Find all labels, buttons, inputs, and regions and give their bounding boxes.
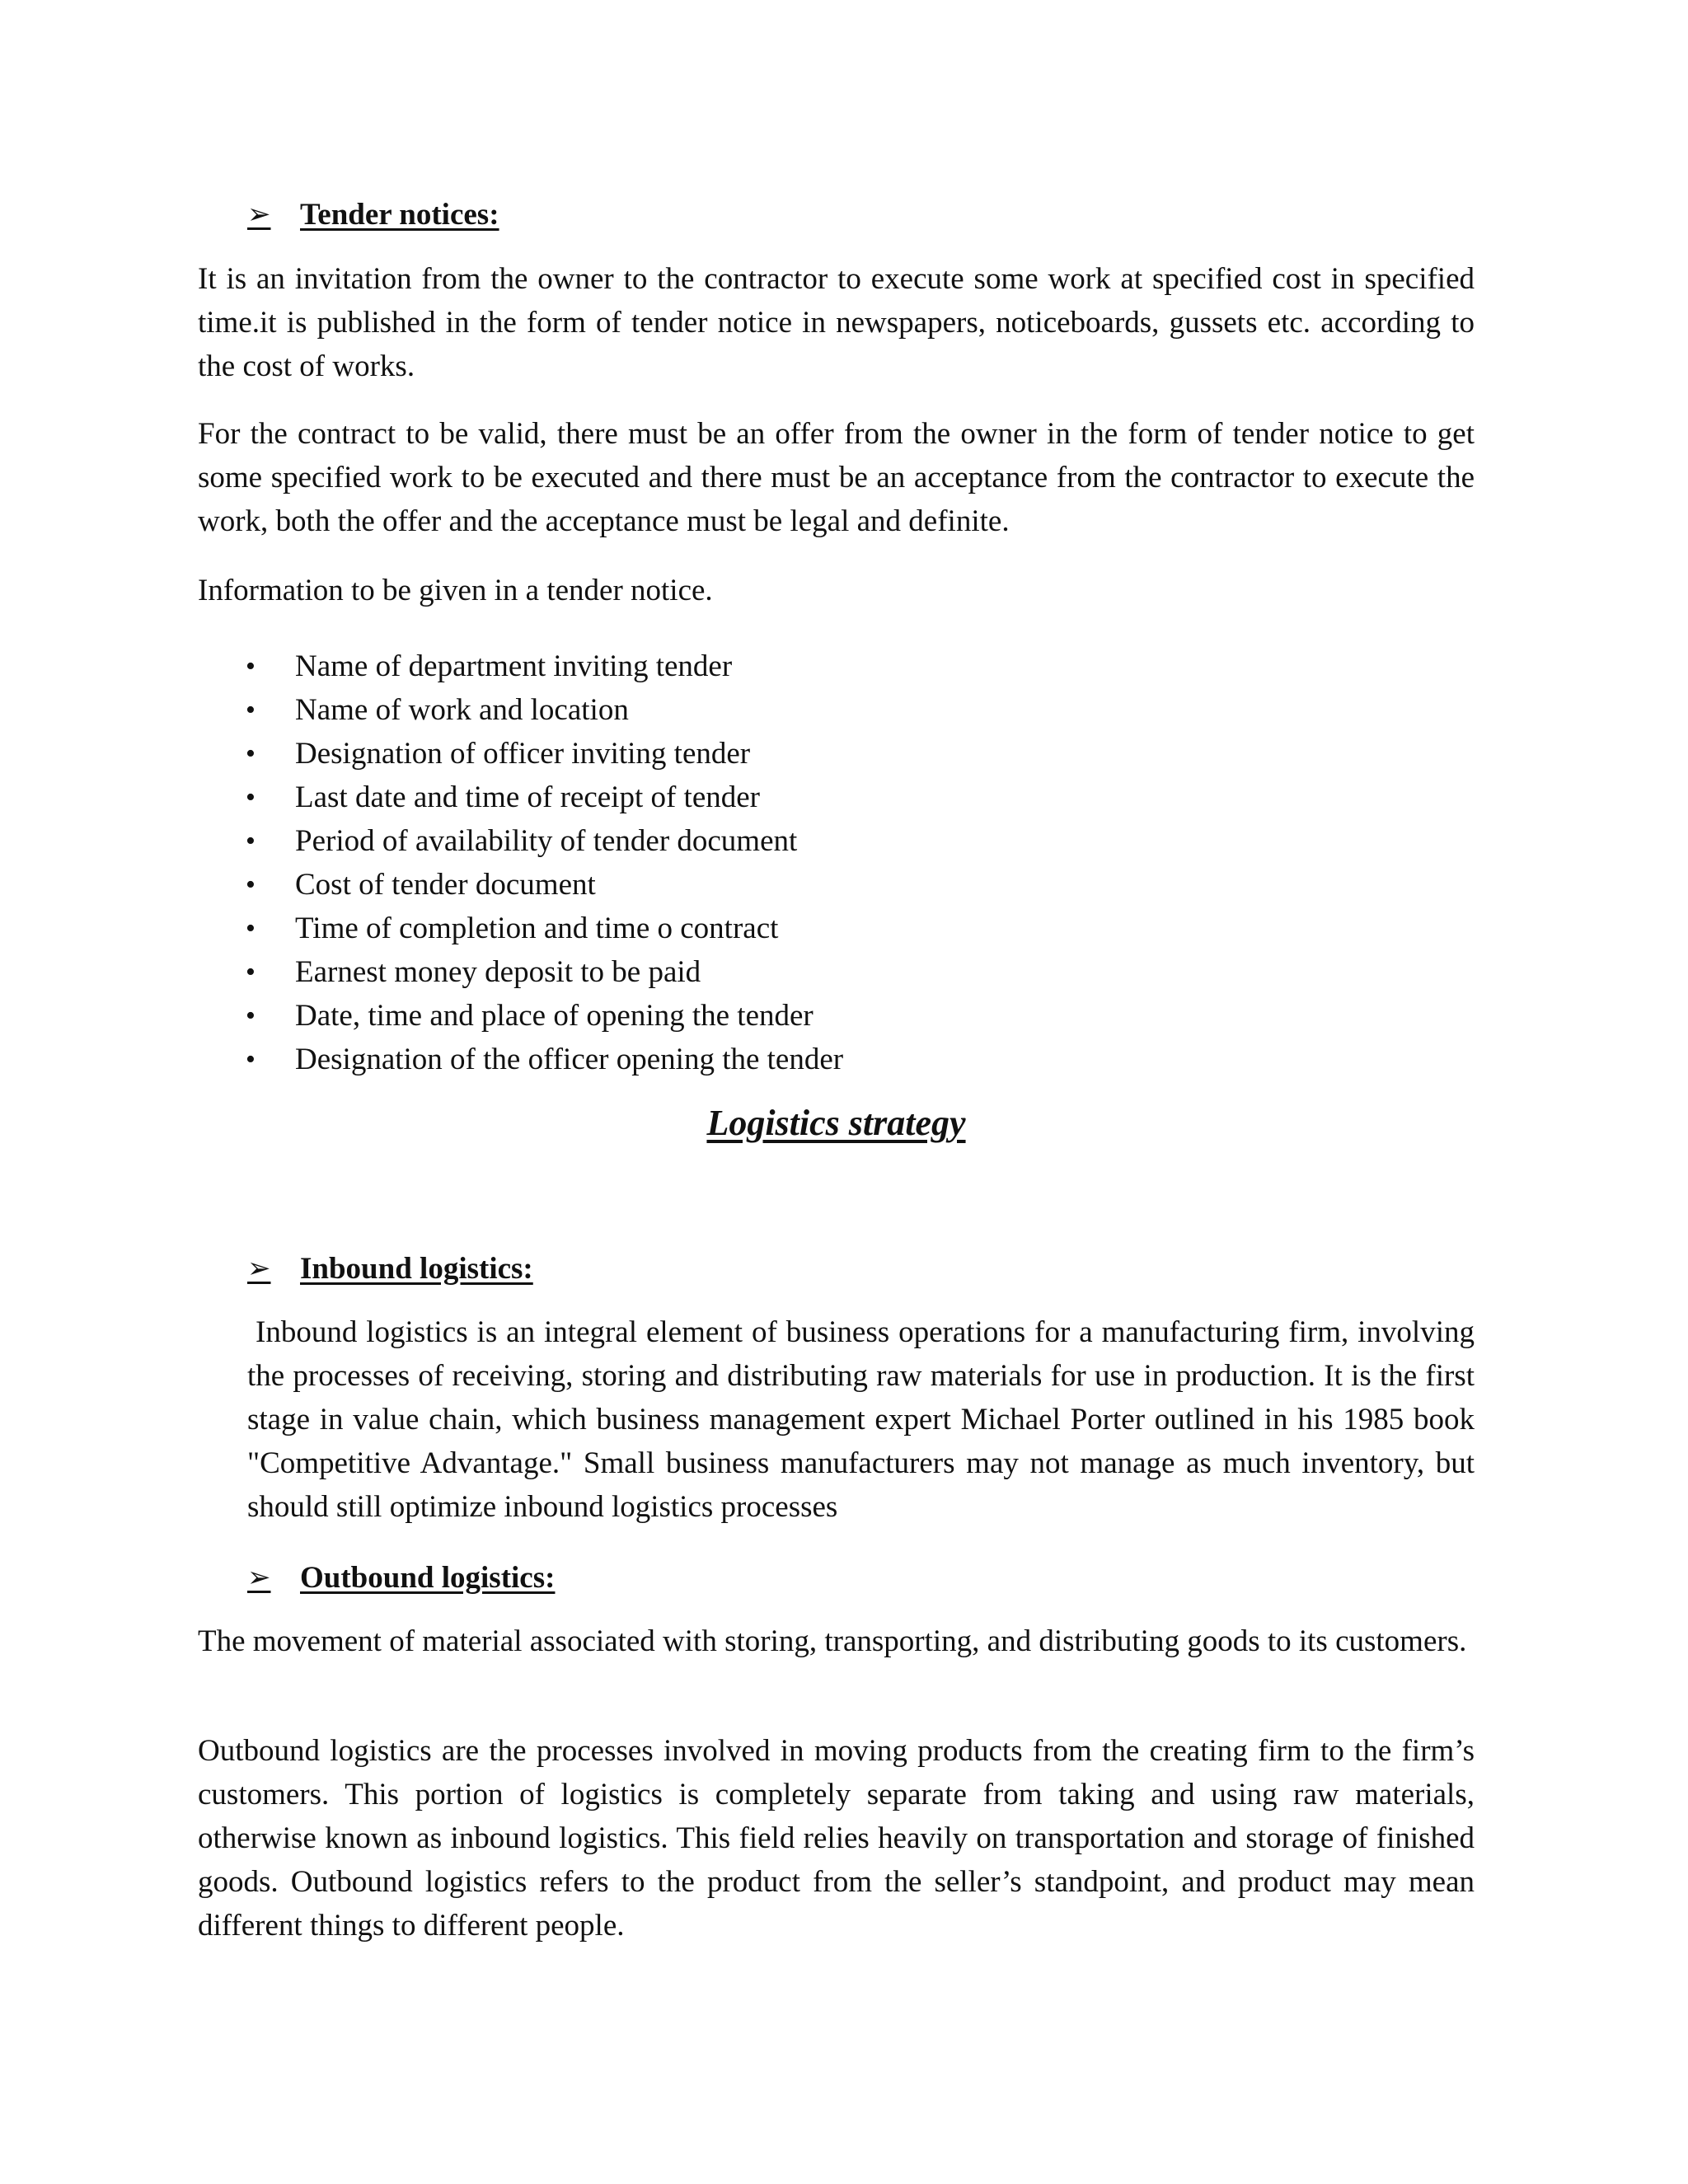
bullet-icon: • xyxy=(246,695,256,725)
bullet-icon: • xyxy=(246,957,256,987)
arrow-bullet-icon: ➢ xyxy=(247,1254,271,1284)
inbound-logistics-heading xyxy=(247,1251,533,1287)
tender-notices-heading-text: Tender notices: xyxy=(300,198,499,232)
tender-info-list xyxy=(198,644,1475,1081)
bullet-icon: • xyxy=(246,826,256,856)
bullet-icon: • xyxy=(246,782,256,813)
arrow-bullet-icon: ➢ xyxy=(247,1563,271,1593)
outbound-logistics-paragraph-2: Outbound logistics are the processes involved in moving products from the creating firm to the firm’s customers. This portion of logistics is completely separate from taking and using raw materials, otherwise known as inbound logistics. This field relies heavily on transportation and storage of finished goods. Outbound logistics refers to the product from the seller’s standpoint, and product may mean different things to different people. xyxy=(198,1734,1475,1943)
arrow-bullet-icon: ➢ xyxy=(247,199,271,230)
tender-info-intro: Information to be given in a tender notice. xyxy=(198,574,713,607)
list-item xyxy=(198,994,1475,1038)
list-item xyxy=(198,907,1475,950)
list-item-text: Period of availability of tender document xyxy=(295,824,798,858)
list-item-text: Date, time and place of opening the tender xyxy=(295,999,814,1033)
list-item xyxy=(198,819,1475,863)
bullet-icon: • xyxy=(246,869,256,900)
bullet-icon: • xyxy=(246,738,256,769)
list-item xyxy=(198,688,1475,732)
bullet-icon: • xyxy=(246,1044,256,1075)
list-item-text: Earnest money deposit to be paid xyxy=(295,955,701,989)
outbound-logistics-heading xyxy=(247,1560,555,1596)
tender-paragraph-1: It is an invitation from the owner to the contractor to execute some work at specified cost in specified time.it is published in the form of tender notice in newspapers, noticeboards, gussets etc. according to the cost of works. xyxy=(198,262,1475,383)
tender-paragraph-2: For the contract to be valid, there must be an offer from the owner in the form of tender notice to get some specified work to be executed and there must be an acceptance from the contractor to execute the work, both the offer and the acceptance must be legal and definite. xyxy=(198,417,1475,538)
list-item xyxy=(198,732,1475,776)
list-item xyxy=(198,950,1475,994)
list-item xyxy=(198,863,1475,907)
tender-notices-heading xyxy=(247,197,499,233)
outbound-logistics-heading-text: Outbound logistics: xyxy=(300,1561,556,1595)
list-item xyxy=(198,1038,1475,1081)
inbound-logistics-paragraph: Inbound logistics is an integral element of business operations for a manufacturing firm, involving the processes of receiving, storing and distributing raw materials for use in production. It is the first stage in value chain, which business management expert Michael Porter outlined in his 1985 book "Competitive Advantage." Small business manufacturers may not manage as much inventory, but should still optimize inbound logistics processes xyxy=(247,1315,1475,1524)
list-item-text: Last date and time of receipt of tender xyxy=(295,780,760,814)
list-item-text: Designation of the officer opening the tender xyxy=(295,1043,844,1076)
outbound-logistics-paragraph-1: The movement of material associated with storing, transporting, and distributing goods to its customers. xyxy=(198,1624,1467,1658)
list-item-text: Time of completion and time o contract xyxy=(295,912,779,945)
logistics-strategy-title: Logistics strategy xyxy=(706,1103,966,1143)
bullet-icon: • xyxy=(246,651,256,682)
list-item xyxy=(198,644,1475,688)
list-item-text: Cost of tender document xyxy=(295,868,596,902)
bullet-icon: • xyxy=(246,913,256,944)
bullet-icon: • xyxy=(246,1001,256,1031)
inbound-logistics-heading-text: Inbound logistics: xyxy=(300,1252,533,1286)
list-item-text: Designation of officer inviting tender xyxy=(295,737,751,771)
list-item-text: Name of department inviting tender xyxy=(295,649,733,683)
list-item-text: Name of work and location xyxy=(295,693,629,727)
list-item xyxy=(198,776,1475,819)
